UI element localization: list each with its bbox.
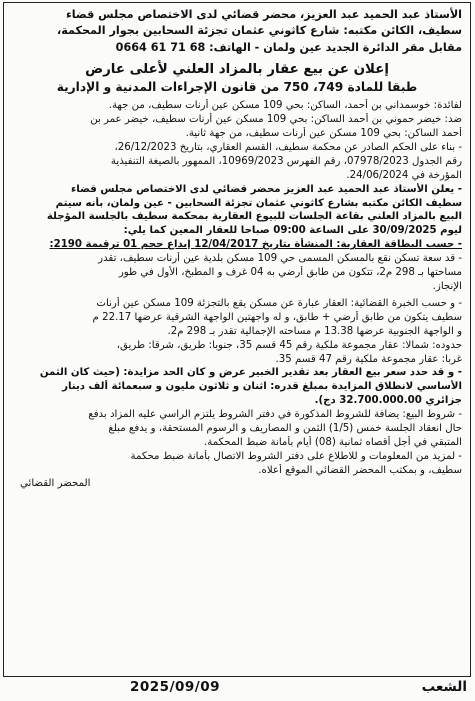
body-line: غربا: عقار مجموعة ملكية رقم 47 قسم 35.: [275, 353, 462, 365]
land-registry-heading: - حسب البطاقة العقارية: المنشأة بتاريخ 12/04/2017 إيداع حجم 01 ترقيمة 2190:: [49, 239, 462, 251]
body-line: الإنجاز.: [432, 281, 462, 292]
announcement-frame: [3, 2, 471, 677]
boundaries-line: حدوده: شمالا: عقار مجموعة ملكية رقم 45 قسم 35، جنوبا: طريق، شرقا: طريق،: [116, 339, 462, 351]
price-line: الأساسي لانطلاق المزايدة بمبلغ قدره: اثنان و ثلاثون مليون و سبعمائة ألف دينار: [62, 381, 462, 393]
header-line: الأستاذ عبد الحميد عبد العزيز، محضر قضائي لدى الاختصاص مجلس قضاء: [66, 8, 462, 21]
body-line: - بناء على الحكم الصادر عن محكمة سطيف، القسم العقاري، بتاريخ 26/12/2023،: [114, 141, 462, 153]
newspaper-footer: [0, 679, 475, 699]
announcement-content: [12, 7, 462, 492]
body-line: سطيف يتكون من طابق أرضي + طابق، و له واجهتين الواجهة الشرقية عرضها 22.17 م: [92, 311, 462, 323]
body-line: - قد سعة تسكن نقع بالمسكن المسمى حي 109 مسكن بلدية عين أرنات سطيف، تقدر: [98, 253, 462, 265]
publication-date: 2025/09/09: [130, 679, 221, 695]
body-line: - يعلن الأستاذ عبد الحميد عبد العزيز محضر قضائي لدى الاختصاص مجلس قضاء: [71, 183, 462, 195]
body-line: سطيف الكائن مكتبه بشارع كاثوني عثمان تجزئة السحابين - عين ولمان، بأنه سيتم: [55, 197, 462, 209]
expertise-heading: - و حسب الخبرة القضائية: العقار عبارة عن مسكن يقع بالتجزئة 109 مسكن عين أرنات: [96, 297, 462, 309]
announcement-body: [12, 99, 462, 491]
body-line: البيع بالمزاد العلني بقاعة الجلسات للبيوع العقارية بمحكمة سطيف بالجلسة المؤجلة: [46, 211, 462, 223]
announcement-title: إعلان عن بيع عقار بالمزاد العلني لأعلى عارض: [85, 62, 389, 78]
body-line: رقم الجدول 07978/2023، رقم الفهرس 10969/2023، الممهور بالصيغة التنفيذية: [110, 155, 462, 167]
body-line: المتبقي في أجل أقصاه ثمانية (08) أيام بأمانة ضبط المحكمة.: [204, 436, 462, 448]
body-line: لفائدة: خوسمداني بن أحمد، الساكن: بحي 109 مسكن عين أرنات سطيف، من جهة.: [108, 100, 462, 112]
body-line: المؤرخة في 24/06/2024.: [346, 169, 462, 181]
sale-date-line: ليوم 30/09/2025 على الساعة 09:00 صباحا للعقار المعين كما يلي:: [123, 225, 462, 237]
signature-block: [12, 478, 462, 492]
bailiff-header: [12, 7, 462, 56]
signature-label: المحضر القضائي: [20, 477, 91, 489]
announcement-subtitle: طبقا للمادة 749، 750 من قانون الإجراءات المدنية و الإدارية: [56, 80, 418, 95]
header-line: سطيف، الكائن مكتبه: شارع كاثوني عثمان تجزئة السحابين بجوار المحكمة،: [56, 24, 462, 38]
price-line: - و قد حدد سعر بيع العقار بعد تقدير الخبير عرض و كان الحد مزايدة: (حيث كان الثمن: [39, 367, 462, 379]
newspaper-name: الشعب: [421, 679, 467, 695]
sale-conditions-heading: - شروط البيع: يضافة للشروط المذكورة في دفتر الشروط يلتزم الراسي عليه المزاد بدفع: [88, 409, 462, 421]
body-line: حال انعقاد الجلسة خمس (1/5) الثمن و المصاريف و الرسوم المستحقة، و يدفع مبلغ: [108, 423, 462, 435]
header-line: مقابل مقر الدائرة الجديد عين ولمان - الهاتف: 68 71 61 0664: [115, 40, 462, 54]
body-line: سطيف، و بمكتب المحضر القضائي الموقع أعلاه.: [258, 464, 462, 476]
price-amount: جزائري 32.700.000.00 دج).: [314, 395, 462, 407]
body-line: أحمد الساكن: بحي 109 مسكن عين أرنات سطيف، من جهة ثانية.: [185, 128, 462, 140]
body-line: - لمزيد من المعلومات و للاطلاع على دفتر الشروط الاتصال بأمانة ضبط محكمة: [130, 450, 462, 462]
body-line: و الواجهة الجنوبية عرضها 13.38 م مساحته الإجمالية تقدر بـ 298 م2.: [167, 325, 462, 337]
body-line: مساحتها بـ 298 م2، تتكون من طابق أرضي به 04 غرف و المطبخ، الأول في طور: [118, 267, 462, 279]
body-line: ضد: خيضر حموني بن أحمد الساكن: بحي 109 مسكن عين أرنات سطيف، خيضر عمر بن: [90, 114, 462, 126]
